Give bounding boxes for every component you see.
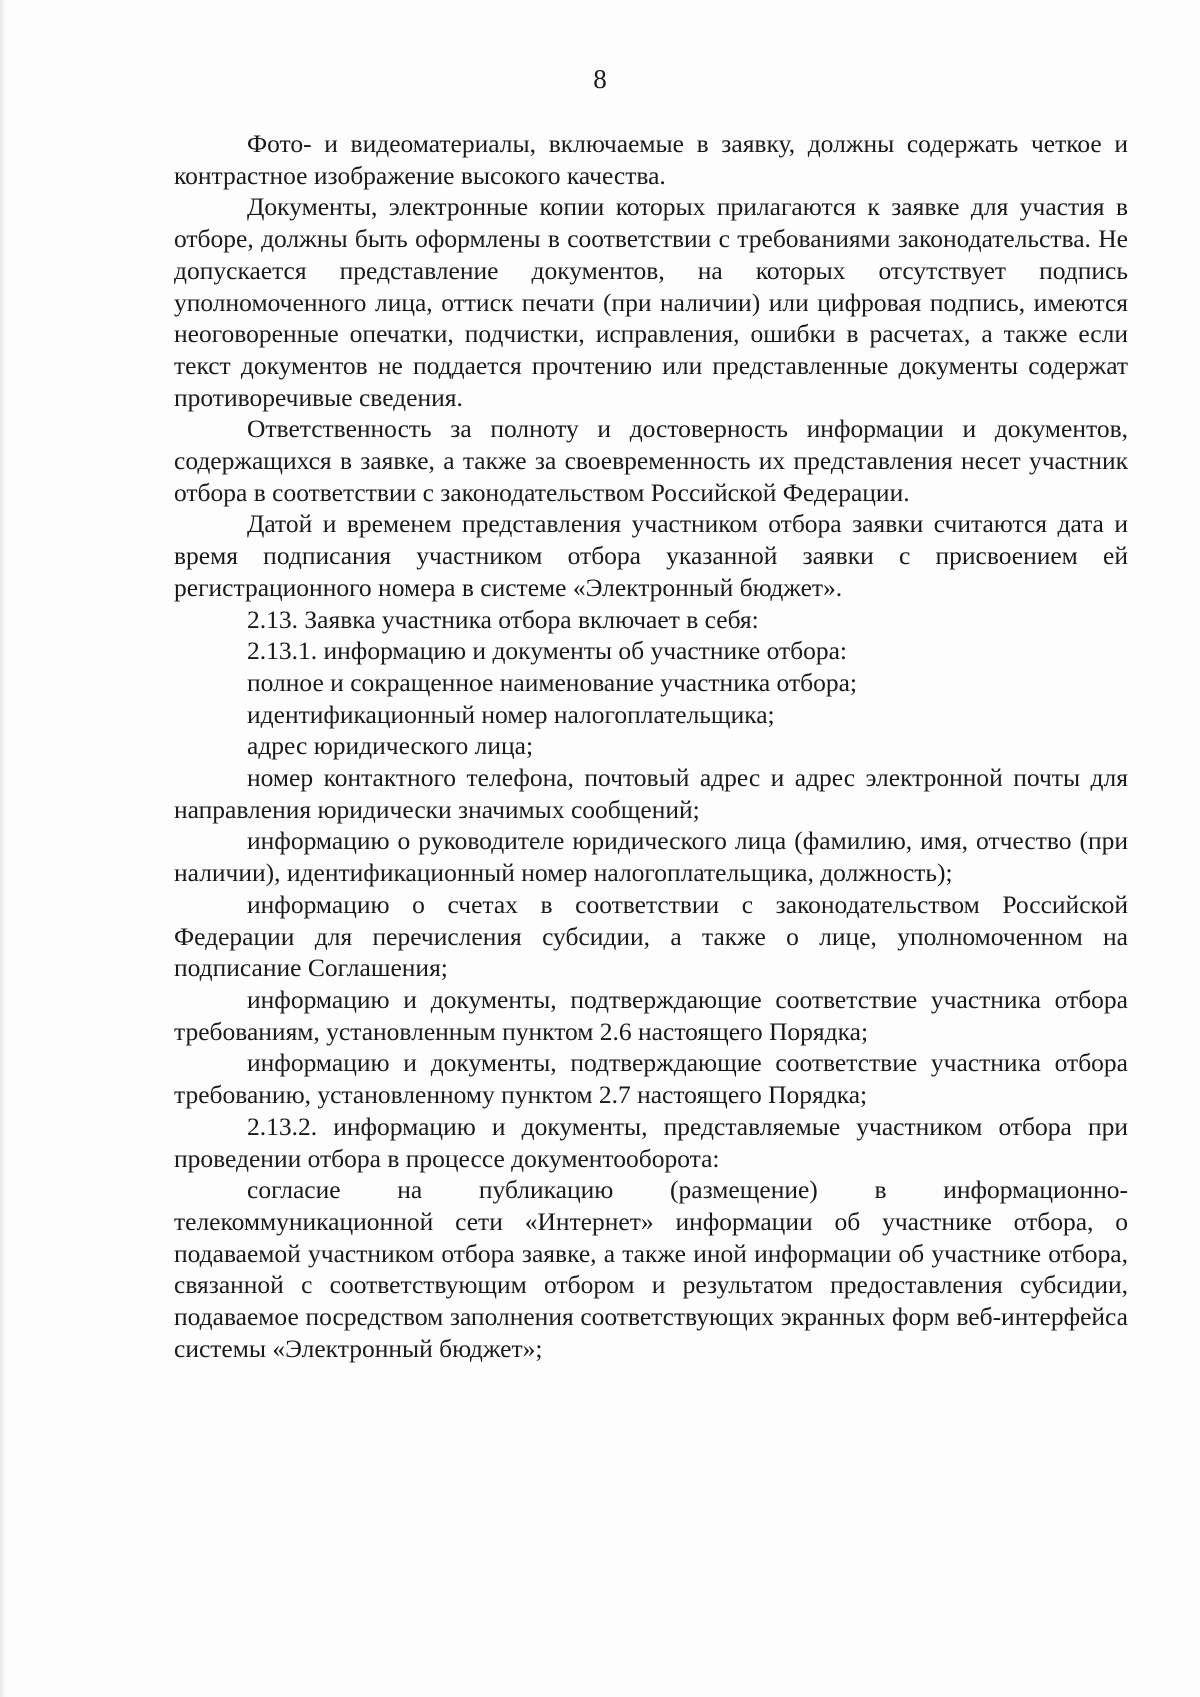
paragraph-documents-requirements: Документы, электронные копии которых прилагаются к заявке для участия в отборе, должны быть оформлены в соответствии с требованиями законодательства. Не допускается представление документов, на которых отсутствует подпись уполномоченного лица, оттиск печати (при наличии) или цифровая подпись, имеются неоговоренные опечатки, подчистки, исправления, ошибки в расчетах, а также если текст документов не поддается прочтению или представленные документы содержат противоречивые сведения. — [174, 192, 1128, 412]
paragraph-2-13-2: 2.13.2. информацию и документы, представляемые участником отбора при проведении отбора в процессе документооборота: — [174, 1111, 1128, 1173]
list-item-requirements-2-6: информацию и документы, подтверждающие соответствие участника отбора требованиям, установленным пунктом 2.6 настоящего Порядка; — [174, 984, 1128, 1046]
paragraph-submission-date: Датой и временем представления участником отбора заявки считаются дата и время подписания участником отбора указанной заявки с присвоением ей регистрационного номера в системе «Электронный бюджет». — [174, 509, 1128, 602]
list-item-requirement-2-7: информацию и документы, подтверждающие соответствие участника отбора требованию, установленному пунктом 2.7 настоящего Порядка; — [174, 1048, 1128, 1110]
list-item-name: полное и сокращенное наименование участника отбора; — [247, 667, 857, 697]
paragraph-responsibility: Ответственность за полноту и достоверность информации и документов, содержащихся в заявке, а также за своевременность их представления несет участник отбора в соответствии с законодательством Российской Федерации. — [174, 414, 1128, 507]
paragraph-photo-video: Фото- и видеоматериалы, включаемые в заявку, должны содержать четкое и контрастное изображение высокого качества. — [174, 129, 1128, 190]
paragraph-2-13: 2.13. Заявка участника отбора включает в себя: — [247, 604, 759, 634]
document-body — [174, 128, 1128, 1364]
list-item-consent-publication: согласие на публикацию (размещение) в информационно-телекоммуникационной сети «Интернет» информации об участнике отбора, о подаваемой участником отбора заявке, а также иной информации об участнике отбора, связанной с соответствующим отбором и результатом предоставления субсидии, подаваемое посредством заполнения соответствующих экранных форм веб-интерфейса системы «Электронный бюджет»; — [174, 1175, 1128, 1363]
page-number: 8 — [593, 64, 607, 94]
paragraph-2-13-1: 2.13.1. информацию и документы об участнике отбора: — [247, 636, 847, 666]
list-item-accounts: информацию о счетах в соответствии с законодательством Российской Федерации для перечисления субсидии, а также о лице, уполномоченном на подписание Соглашения; — [174, 889, 1128, 983]
list-item-address: адрес юридического лица; — [247, 731, 534, 761]
scan-edge-shadow — [0, 0, 6, 1697]
list-item-contacts: номер контактного телефона, почтовый адрес и адрес электронной почты для направления юридически значимых сообщений; — [174, 763, 1128, 824]
list-item-director: информацию о руководителе юридического лица (фамилию, имя, отчество (при наличии), идентификационный номер налогоплательщика, должность); — [174, 826, 1128, 888]
list-item-inn: идентификационный номер налогоплательщика; — [247, 699, 775, 729]
